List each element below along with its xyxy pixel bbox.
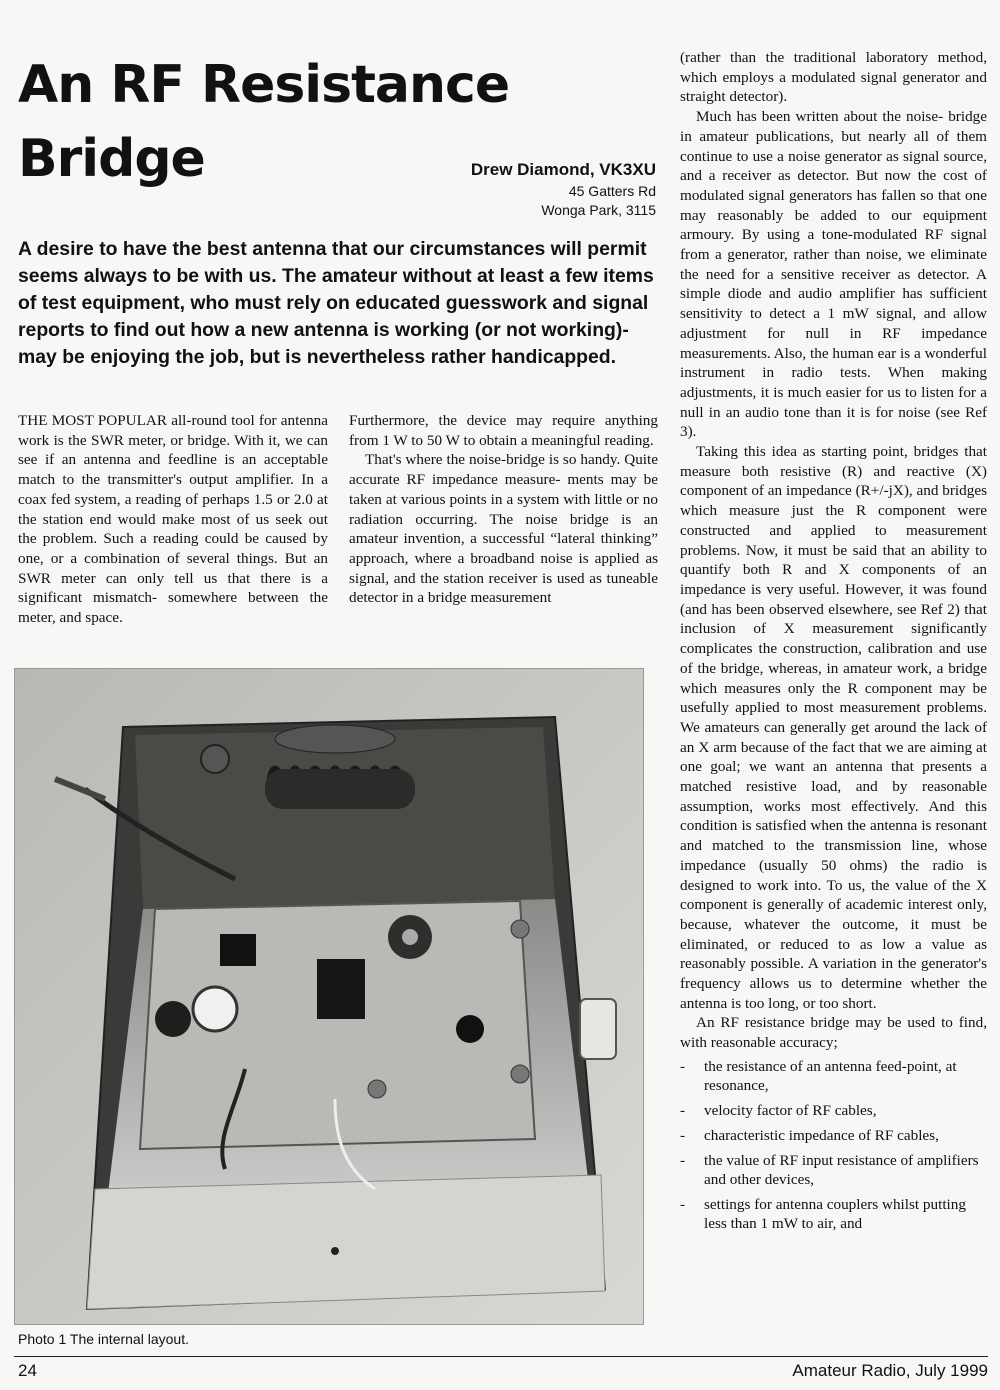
uses-list bbox=[680, 1057, 987, 1233]
photo-internal-layout bbox=[14, 668, 644, 1325]
column-2 bbox=[349, 411, 658, 608]
col3-paragraph-2: Much has been written about the noise- bridge in amateur publications, but nearly all of them continue to use a noise generator as signal source, and a receiver as detector. But now the cost of modulated signal generators has fallen so that one may reasonably be added to our equipment armoury. By using a tone-modulated RF signal from a generator, rather than noise, we eliminate the need for a sensitive receiver as detector. A simple diode and audio amplifier has sufficient sensitivity to detect a 1 mW signal, and allow adjustment for null in RF impedance measurements. Also, the human ear is a wonderful instrument in radio tests. When making adjustments, it is much easier for us to listen for a null in an audio tone than it is for noise (see Ref 3). bbox=[680, 108, 987, 441]
column-3 bbox=[680, 48, 987, 1239]
col2-paragraph-2: That's where the noise-bridge is so handy. Quite accurate RF impedance measure- ments may be taken at various points in a system with little or no radiation occurring. The noise bridge is an amateur invention, a successful “lateral thinking” approach, where a broadband noise is applied as signal, and the station receiver is used as tuneable detector in a bridge measurement bbox=[349, 451, 658, 607]
list-item: - settings for antenna couplers whilst putting less than 1 mW to air, and bbox=[680, 1195, 966, 1232]
col1-paragraph-1 bbox=[18, 411, 328, 628]
col3-paragraph-4: An RF resistance bridge may be used to find, with reasonable accuracy; bbox=[680, 1014, 987, 1052]
author-address-line2: Wonga Park, 3115 bbox=[541, 202, 656, 218]
list-item: - the resistance of an antenna feed-point, at resonance, bbox=[680, 1057, 957, 1094]
article-title: An RF Resistance Bridge bbox=[18, 55, 510, 189]
col1-paragraph-1-text: all-round tool for antenna work is the SWR meter, or bridge. With it, we can see if an antenna and feedline is an acceptable match to the transmitter's output amplifier. In a coax fed system, a reading of perhaps 1.5 or 2.0 at the station end would make most of us seek out the problem. Such a reading could be caused by one, or a combination of several things. But an SWR meter can only tell us that there is a significant mismatch- somewhere between the meter, and space. bbox=[18, 412, 329, 627]
list-dash: - bbox=[680, 1195, 686, 1213]
col3-paragraph-1: (rather than the traditional laboratory method, which employs a modulated signal generator and straight detector). bbox=[680, 49, 987, 106]
col3-paragraph-3: Taking this idea as starting point, bridges that measure both resistive (R) and reactive (X) component of an impedance (R+/-jX), and bridges which measure just the R component were constructed and applied to measurement problems. Now, it must be said that an ability to quantify both R and X components of an impedance is very useful. However, it was found (and has been observed elsewhere, see Ref 2) that inclusion of X measurement significantly complicates the construction, calibration and use of the bridge, whereas, in amateur work, a bridge which measures only the R component may be usefully applied to most measurement problems. We amateurs can generally get around the lack of an X arm because of the fact that we are aiming at one goal; we want an antenna that presents a matched resistive load, and by reasonable assumption, works most effectively. And this condition is satisfied when the antenna is resonant and matched to the transmission line, whose impedance (usually 50 ohms) the radio is designed to work into. To us, the value of the X component is generally of academic interest only, because, whatever the outcome, it must be eliminated, or reduced to as low a value as reasonably possible. A variation in the generator's frequency allows us to determine whether the antenna is too long, or too short. bbox=[680, 443, 987, 1012]
author-address-line1: 45 Gatters Rd bbox=[568, 183, 656, 199]
standfirst: A desire to have the best antenna that our circumstances will permit seems always to be with us. The amateur without at least a few items of test equipment, who must rely on educated guesswork and signal reports to find out how a new antenna is working (or not working)- may be enjoying the job, but is nevertheless rather handicapped. bbox=[18, 238, 654, 368]
author-name: Drew Diamond, VK3XU bbox=[470, 160, 656, 179]
col2-paragraph-1: Furthermore, the device may require anything from 1 W to 50 W to obtain a meaningful reading. bbox=[349, 412, 658, 449]
list-dash: - bbox=[680, 1057, 686, 1075]
list-item: - velocity factor of RF cables, bbox=[680, 1101, 877, 1119]
page-number: 24 bbox=[18, 1361, 37, 1380]
col1-lead-in: THE MOST POPULAR bbox=[18, 412, 168, 429]
publication-footer: Amateur Radio, July 1999 bbox=[792, 1361, 988, 1380]
column-1 bbox=[18, 411, 328, 628]
list-dash: - bbox=[680, 1126, 686, 1144]
author-block bbox=[420, 158, 656, 220]
photo-illustration bbox=[15, 669, 643, 1324]
photo-caption: Photo 1 The internal layout. bbox=[18, 1331, 189, 1347]
list-dash: - bbox=[680, 1101, 686, 1119]
list-dash: - bbox=[680, 1151, 686, 1169]
footer-rule bbox=[14, 1356, 988, 1357]
list-item: - the value of RF input resistance of amplifiers and other devices, bbox=[680, 1151, 979, 1188]
list-item: - characteristic impedance of RF cables, bbox=[680, 1126, 939, 1144]
